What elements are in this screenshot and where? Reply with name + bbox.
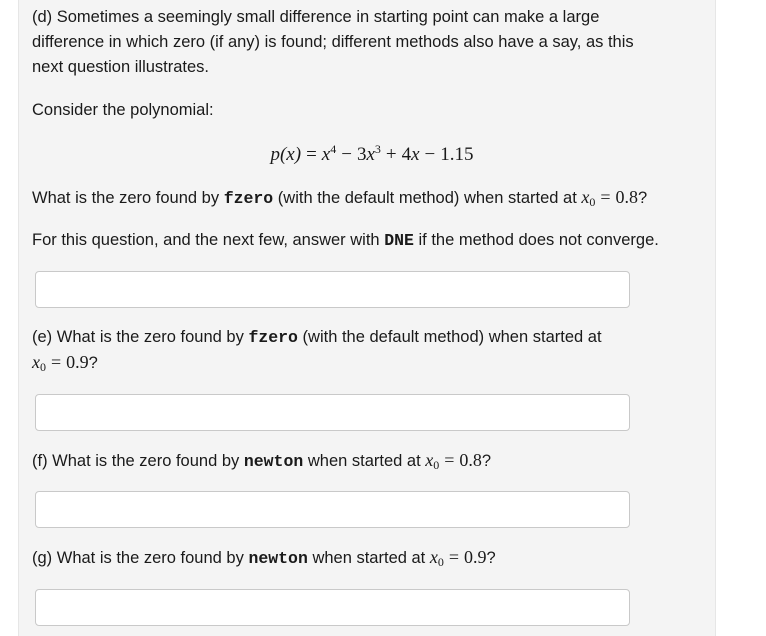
consider-text: Consider the polynomial:	[32, 101, 214, 119]
question-g-eq: =	[448, 547, 460, 567]
question-d-mid: (with the default method) when started at	[273, 189, 582, 207]
formula-t2-exp: 3	[374, 142, 381, 156]
question-f-func: newton	[243, 452, 304, 471]
question-f	[32, 448, 491, 474]
formula-lhs: p(x)	[270, 144, 302, 165]
question-e-end: ?	[88, 354, 98, 372]
question-g-sub: 0	[437, 555, 444, 569]
question-e-eq: =	[51, 352, 62, 372]
question-e-mid: (with the default method) when started at	[297, 328, 602, 346]
formula-t2-coef: 3	[356, 144, 367, 165]
dne-note-post: if the method does not converge.	[413, 231, 659, 249]
polynomial-formula	[32, 142, 712, 168]
formula-t4: 1.15	[440, 144, 474, 165]
question-g-pre: (g) What is the zero found by	[32, 549, 249, 567]
question-e-sub: 0	[40, 360, 46, 374]
part-d-intro-line1: (d) Sometimes a seemingly small difference in starting point can make a large	[32, 8, 600, 26]
dne-note	[32, 228, 659, 253]
question-e-val: 0.9	[66, 352, 89, 372]
formula-op2: +	[385, 144, 397, 165]
formula-equals: =	[306, 144, 317, 165]
answer-input-d[interactable]	[35, 271, 630, 308]
formula-t3-coef: 4	[401, 144, 412, 165]
question-e-line1	[32, 325, 602, 350]
question-g-end: ?	[486, 549, 496, 567]
answer-input-e[interactable]	[35, 394, 630, 431]
part-d-intro-line3: next question illustrates.	[32, 58, 210, 76]
question-f-pre: (f) What is the zero found by	[32, 452, 244, 470]
question-e-func: fzero	[248, 328, 298, 347]
formula-t1-base: x	[321, 144, 331, 165]
answer-input-g[interactable]	[35, 589, 630, 626]
question-d-eq: =	[600, 187, 611, 207]
dne-note-pre: For this question, and the next few, answer with	[32, 231, 385, 249]
question-f-var: x	[425, 450, 434, 470]
question-g-val: 0.9	[464, 547, 487, 567]
part-d-intro-line2: difference in which zero (if any) is found; different methods also have a say, as this	[32, 33, 634, 51]
answer-input-f[interactable]	[35, 491, 630, 528]
question-g-func: newton	[248, 549, 308, 568]
formula-op3: −	[424, 144, 436, 165]
dne-keyword: DNE	[384, 231, 414, 250]
question-f-sub: 0	[433, 458, 440, 472]
question-d-end: ?	[638, 189, 648, 207]
question-g-var: x	[429, 547, 438, 567]
question-panel	[18, 0, 716, 636]
question-e-line2	[32, 350, 98, 376]
question-d-func: fzero	[223, 189, 274, 208]
formula-t2-base: x	[366, 144, 375, 165]
formula-t3-base: x	[411, 144, 420, 165]
question-d-var: x	[581, 187, 590, 207]
formula-t1-exp: 4	[330, 142, 337, 156]
question-f-val: 0.8	[459, 450, 482, 470]
question-e-var: x	[32, 352, 40, 372]
question-d-pre: What is the zero found by	[32, 189, 224, 207]
question-d	[32, 185, 647, 211]
question-g	[32, 545, 496, 571]
question-d-val: 0.8	[615, 187, 639, 207]
question-f-mid: when started at	[303, 452, 426, 470]
question-f-eq: =	[444, 450, 455, 470]
question-d-sub: 0	[589, 195, 596, 209]
question-g-mid: when started at	[307, 549, 430, 567]
question-e-pre: (e) What is the zero found by	[32, 328, 249, 346]
formula-op1: −	[341, 144, 352, 165]
question-f-end: ?	[481, 452, 492, 470]
